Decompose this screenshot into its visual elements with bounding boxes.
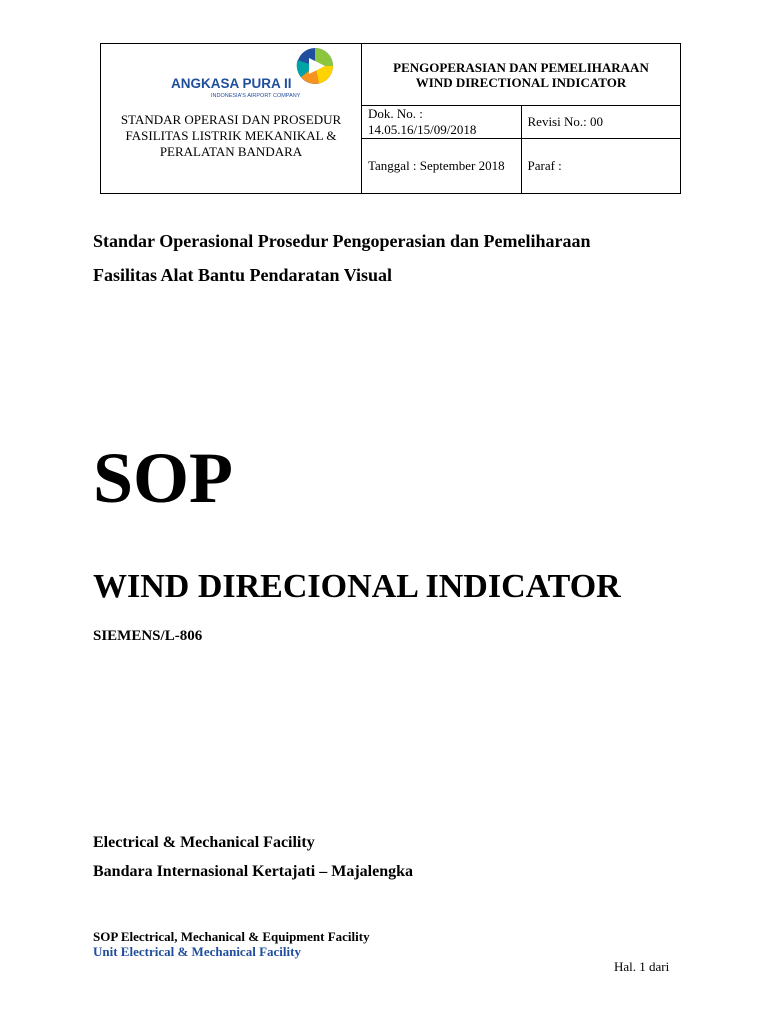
revision-number: Revisi No.: 00 [521, 106, 681, 139]
facility-block [93, 828, 413, 886]
caption-line: PERALATAN BANDARA [159, 144, 303, 159]
logo-tagline: INDONESIA'S AIRPORT COMPANY [211, 93, 301, 99]
company-logo [107, 44, 355, 106]
page-number: Hal. 1 dari [614, 959, 670, 974]
sop-category-caption [107, 112, 355, 160]
initials-field: Paraf : [521, 139, 681, 194]
facility-line: Electrical & Mechanical Facility [93, 834, 315, 851]
sop-heading: SOP [93, 438, 234, 518]
facility-line: Bandara Internasional Kertajati – Majalengka [93, 863, 413, 880]
logo-cell [101, 44, 362, 194]
doc-title-line: WIND DIRECTIONAL INDICATOR [415, 74, 627, 90]
doc-title-line: PENGOPERASIAN DAN PEMELIHARAAN [393, 59, 649, 75]
document-title-cell [362, 44, 681, 106]
document-subtitle [93, 224, 713, 292]
page-footer [93, 929, 370, 959]
equipment-model: SIEMENS/L-806 [93, 628, 203, 644]
logo-brand-text: ANGKASA PURA II [171, 76, 292, 91]
document-header-table [100, 43, 681, 194]
doc-number: Dok. No. : 14.05.16/15/09/2018 [362, 106, 522, 139]
doc-date: Tanggal : September 2018 [362, 139, 522, 194]
footer-unit-line: Unit Electrical & Mechanical Facility [93, 944, 301, 959]
caption-line: STANDAR OPERASI DAN PROSEDUR [120, 112, 342, 127]
subtitle-line: Standar Operasional Prosedur Pengoperasian dan Pemeliharaan [93, 231, 591, 251]
product-title: WIND DIRECIONAL INDICATOR [93, 568, 621, 605]
logo-mark-icon [295, 46, 335, 86]
subtitle-line: Fasilitas Alat Bantu Pendaratan Visual [93, 265, 393, 285]
footer-line: SOP Electrical, Mechanical & Equipment Facility [93, 929, 370, 944]
caption-line: FASILITAS LISTRIK MEKANIKAL & [125, 128, 337, 143]
